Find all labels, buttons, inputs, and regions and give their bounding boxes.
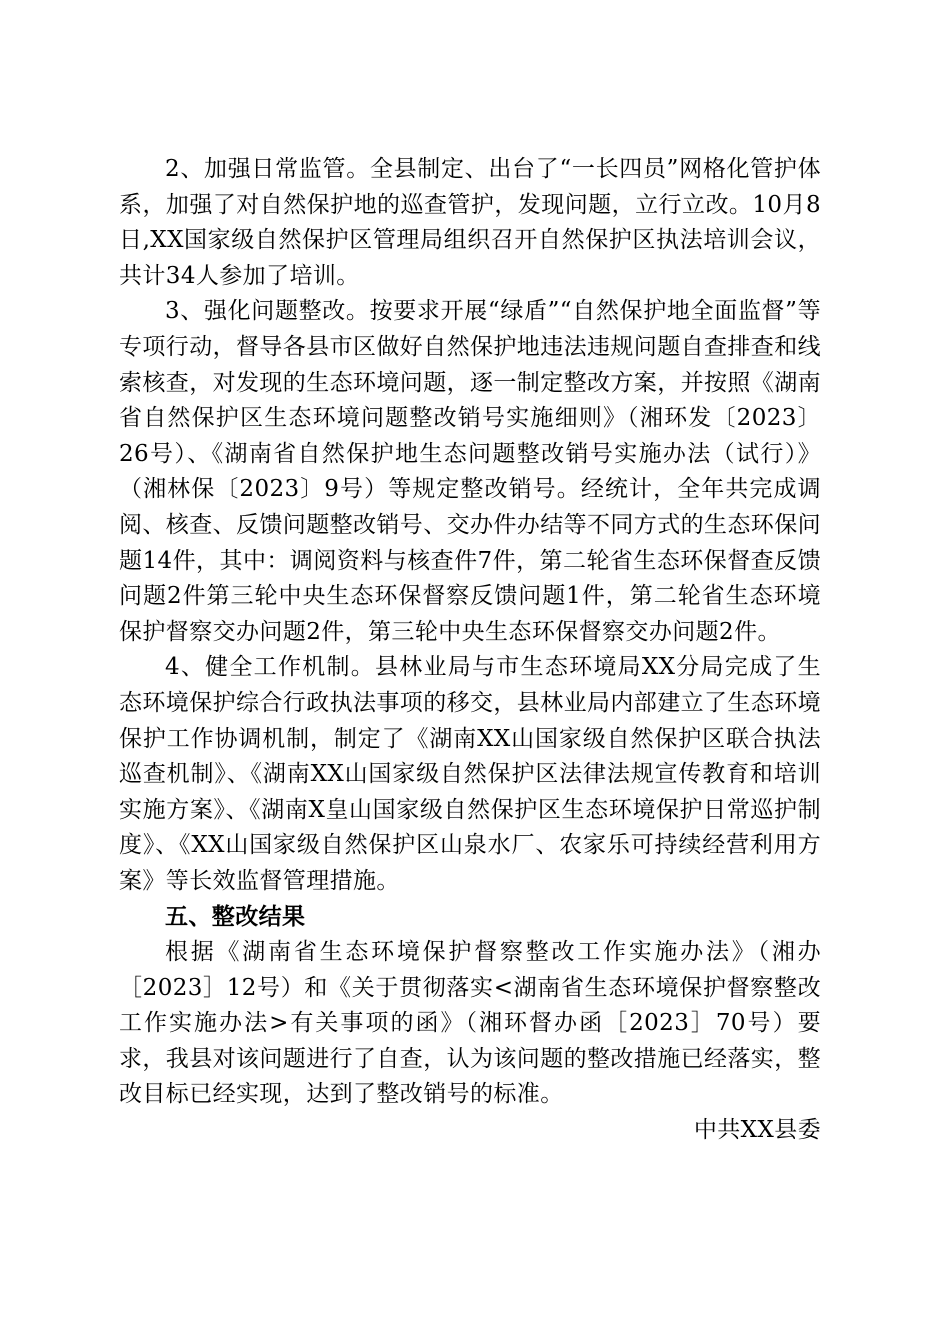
section-heading-rectification-result: 五、整改结果 [165, 903, 306, 931]
paragraph-problem-rectification: 3、强化问题整改。按要求开展“绿盾”“自然保护地全面监督”等专项行动，督导各县市区做好自然保护地违法违规问题自查排查和线索核查，对发现的生态环境问题，逐一制定整改方案，并按照《湖南省自然保护区生态环境问题整改销号实施细则》（湘环发〔2023〕26号）、《湖南省自然保护地生态问题整改销号实施办法（试行）》（湘林保〔2023〕9号）等规定整改销号。经统计，全年共完成调阅、核查、反馈问题整改销号、交办件办结等不同方式的生态环保问题14件，其中：调阅资料与核查件7件，第二轮省生态环保督查反馈问题2件第三轮中央生态环保督察反馈问题1件，第二轮省生态环境保护督察交办问题2件，第三轮中央生态环保督察交办问题2件。 [119, 298, 821, 645]
paragraph-daily-supervision: 2、加强日常监管。全县制定、出台了“一长四员”网格化管护体系，加强了对自然保护地的巡查管护，发现问题，立行立改。10月8日,XX国家级自然保护区管理局组织召开自然保护区执法培训会议，共计34人参加了培训。 [119, 156, 821, 289]
paragraph-rectification-result: 根据《湖南省生态环境保护督察整改工作实施办法》（湘办［2023］12号）和《关于贯彻落实<湖南省生态环境保护督察整改工作实施办法>有关事项的函》（湘环督办函［2023］70号）要求，我县对该问题进行了自查，认为该问题的整改措施已经落实，整改目标已经实现，达到了整改销号的标准。 [119, 939, 821, 1108]
document-body [119, 152, 821, 1149]
signature-issuer: 中共XX县委 [693, 1117, 821, 1144]
paragraph-work-mechanism: 4、健全工作机制。县林业局与市生态环境局XX分局完成了生态环境保护综合行政执法事项的移交，县林业局内部建立了生态环境保护工作协调机制，制定了《湖南XX山国家级自然保护区联合执法巡查机制》、《湖南XX山国家级自然保护区法律法规宣传教育和培训实施方案》、《湖南X皇山国家级自然保护区生态环境保护日常巡护制度》、《XX山国家级自然保护区山泉水厂、农家乐可持续经营利用方案》等长效监督管理措施。 [119, 654, 821, 894]
